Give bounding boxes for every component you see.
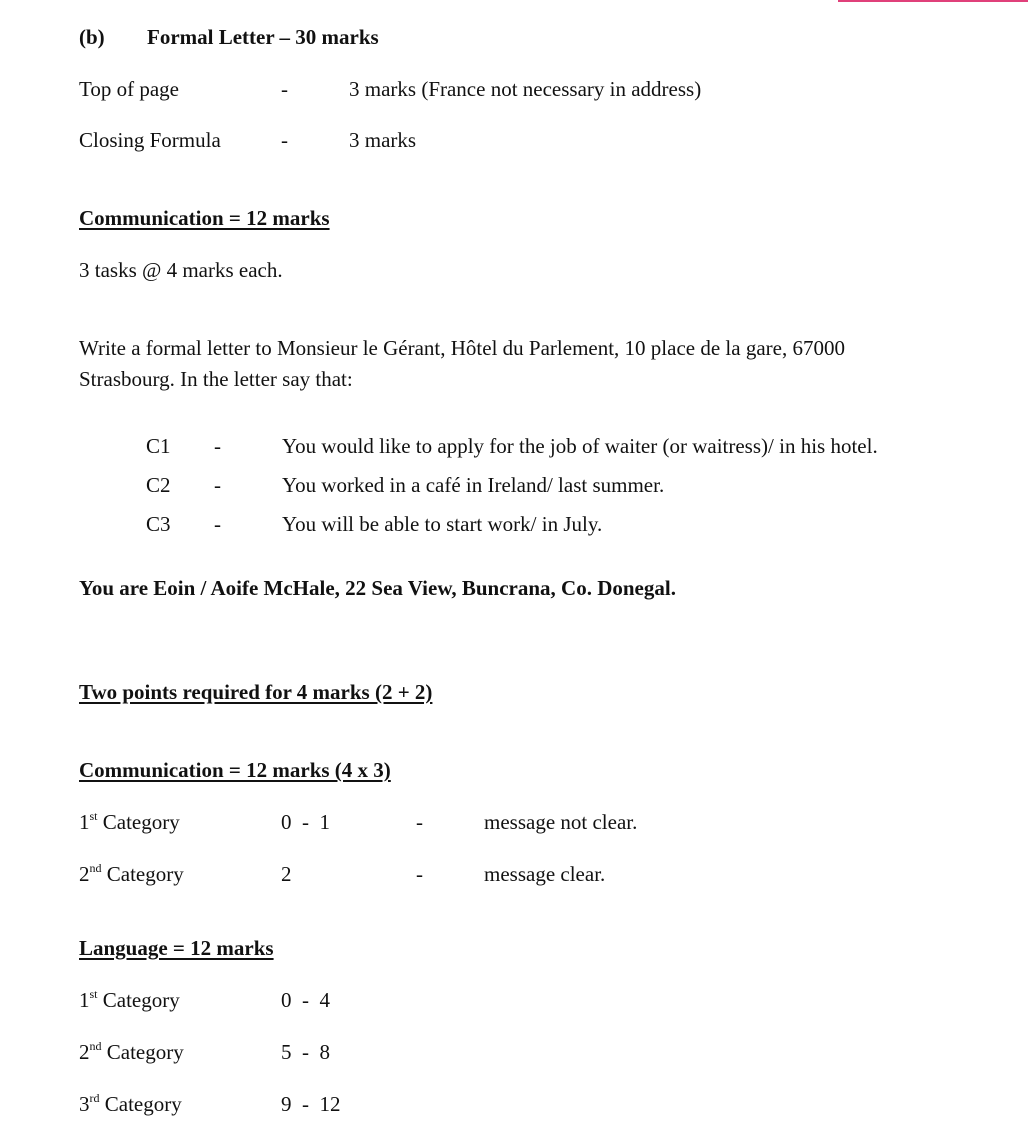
category-range: 2 [281,862,292,886]
identity-line: You are Eoin / Aoife McHale, 22 Sea View, Buncrana, Co. Donegal. [79,576,676,600]
section-label: (b) [79,25,105,49]
two-points-heading: Two points required for 4 marks (2 + 2) [79,680,433,704]
category-description: message clear. [484,862,606,886]
task-code: C2 [146,473,171,497]
category-name: 2nd Category [79,861,184,886]
category-name: 2nd Category [79,1039,184,1064]
task-code: C1 [146,434,171,458]
section-title: Formal Letter – 30 marks [147,25,379,49]
top-edge-accent-line [838,0,1028,2]
tasks-note: 3 tasks @ 4 marks each. [79,258,283,282]
category-range: 9 - 12 [281,1092,341,1116]
category-dash: - [416,810,423,834]
task-text: You would like to apply for the job of waiter (or waitress)/ in his hotel. [282,434,878,458]
language-heading: Language = 12 marks [79,936,274,960]
task-text: You worked in a café in Ireland/ last summer. [282,473,665,497]
intro-row-dash: - [281,77,288,101]
category-range: 0 - 1 [281,810,330,834]
task-text: You will be able to start work/ in July. [282,512,603,536]
task-dash: - [214,512,221,536]
category-name: 1st Category [79,809,180,834]
communication-breakdown-heading: Communication = 12 marks (4 x 3) [79,758,391,782]
category-range: 0 - 4 [281,988,330,1012]
task-dash: - [214,473,221,497]
intro-row-label: Closing Formula [79,128,221,152]
instruction-line-2: Strasbourg. In the letter say that: [79,367,353,391]
intro-row-value: 3 marks (France not necessary in address) [349,77,702,101]
category-name: 3rd Category [79,1091,182,1116]
communication-heading: Communication = 12 marks [79,206,330,230]
task-dash: - [214,434,221,458]
task-code: C3 [146,512,171,536]
intro-row-value: 3 marks [349,128,417,152]
category-name: 1st Category [79,987,180,1012]
category-description: message not clear. [484,810,638,834]
category-range: 5 - 8 [281,1040,330,1064]
intro-row-label: Top of page [79,77,179,101]
intro-row-dash: - [281,128,288,152]
category-dash: - [416,862,423,886]
instruction-line-1: Write a formal letter to Monsieur le Gérant, Hôtel du Parlement, 10 place de la gare, 67000 [79,336,845,360]
